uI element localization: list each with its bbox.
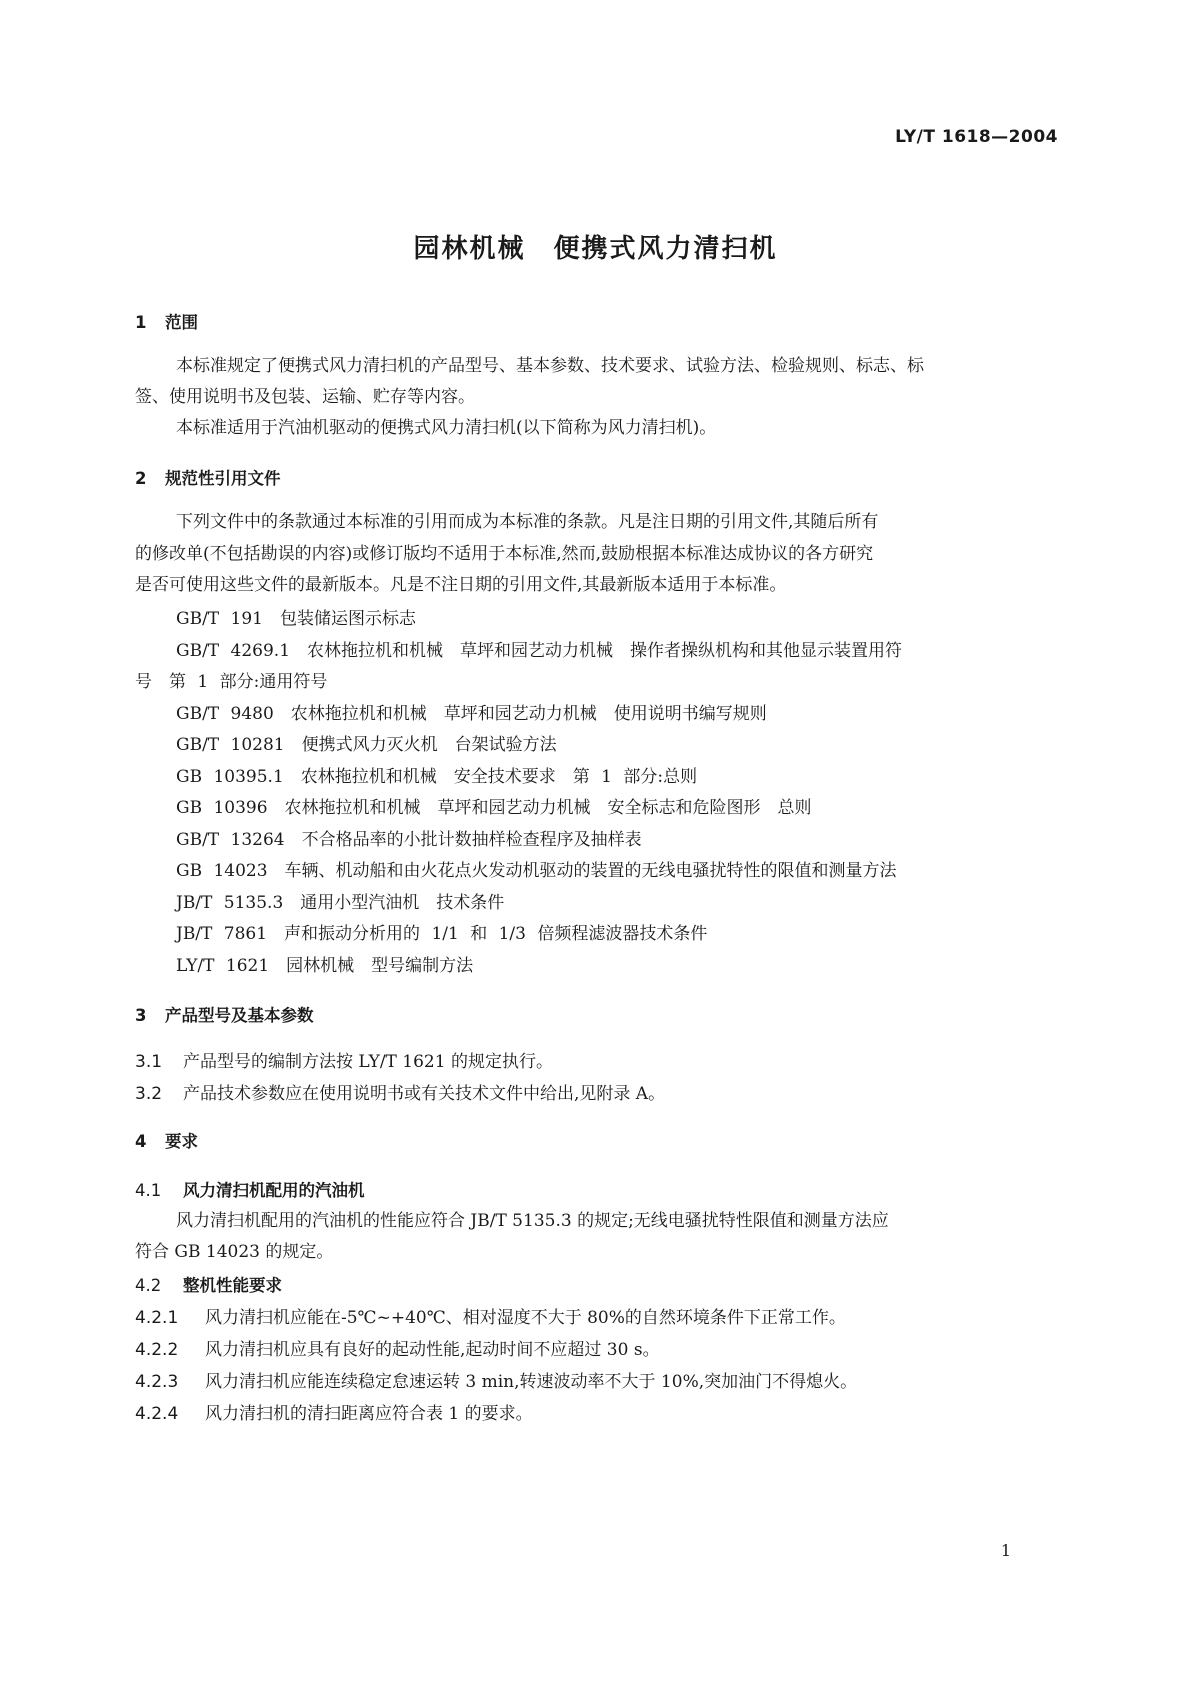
reference-item: JB/T 5135.3 通用小型汽油机 技术条件: [176, 893, 505, 913]
section-title: 产品型号及基本参数: [165, 1006, 314, 1025]
clause-number: 4.2.1: [135, 1308, 179, 1328]
clause-4-2-1: [135, 1303, 846, 1328]
subsection-number: 4.2: [135, 1276, 162, 1295]
section-3-heading: [135, 1002, 314, 1026]
paragraph-line: 的修改单(不包括勘误的内容)或修订版均不适用于本标准,然而,鼓励根据本标准达成协议的各方研究: [135, 544, 874, 564]
section-number: 3: [135, 1006, 147, 1025]
reference-item: GB 10395.1 农林拖拉机和机械 安全技术要求 第 1 部分:总则: [176, 767, 698, 787]
section-2-heading: [135, 465, 281, 489]
clause-4-2-4: [135, 1399, 533, 1424]
clause-4-2-2: [135, 1335, 660, 1360]
reference-item-continuation: 号 第 1 部分:通用符号: [135, 672, 328, 692]
clause-text: 风力清扫机应能在-5℃~+40℃、相对湿度不大于 80%的自然环境条件下正常工作。: [205, 1308, 846, 1328]
section-title: 规范性引用文件: [165, 469, 281, 488]
document-title: 园林机械 便携式风力清扫机: [413, 234, 778, 264]
section-4-heading: [135, 1128, 198, 1152]
reference-item: GB/T 9480 农林拖拉机和机械 草坪和园艺动力机械 使用说明书编写规则: [176, 704, 767, 724]
paragraph-line: 本标准规定了便携式风力清扫机的产品型号、基本参数、技术要求、试验方法、检验规则、标志、标: [176, 356, 924, 376]
clause-text: 产品技术参数应在使用说明书或有关技术文件中给出,见附录 A。: [183, 1084, 666, 1104]
reference-item: GB/T 191 包装储运图示标志: [176, 609, 416, 629]
reference-item: GB/T 13264 不合格品率的小批计数抽样检查程序及抽样表: [176, 830, 642, 850]
subsection-title: 风力清扫机配用的汽油机: [183, 1181, 365, 1200]
subsection-4-2-heading: [135, 1272, 282, 1296]
page-number: 1: [1000, 1541, 1011, 1560]
section-number: 1: [135, 313, 147, 332]
clause-text: 风力清扫机应能连续稳定怠速运转 3 min,转速波动率不大于 10%,突加油门不得熄火。: [205, 1372, 858, 1392]
clause-4-2-3: [135, 1367, 857, 1392]
reference-item: GB 10396 农林拖拉机和机械 草坪和园艺动力机械 安全标志和危险图形 总则: [176, 798, 812, 818]
section-title: 范围: [165, 313, 198, 332]
standard-code: LY/T 1618—2004: [895, 127, 1058, 147]
reference-item: GB 14023 车辆、机动船和由火花点火发动机驱动的装置的无线电骚扰特性的限值和测量方法: [176, 861, 897, 881]
reference-item: JB/T 7861 声和振动分析用的 1/1 和 1/3 倍频程滤波器技术条件: [176, 924, 708, 944]
section-number: 2: [135, 469, 147, 488]
clause-number: 4.2.3: [135, 1372, 179, 1392]
reference-item: LY/T 1621 园林机械 型号编制方法: [176, 956, 474, 976]
section-title: 要求: [165, 1132, 198, 1151]
clause-number: 3.2: [135, 1084, 163, 1104]
subsection-4-1-heading: [135, 1177, 365, 1201]
paragraph-line: 是否可使用这些文件的最新版本。凡是不注日期的引用文件,其最新版本适用于本标准。: [135, 575, 787, 595]
paragraph-line: 符合 GB 14023 的规定。: [135, 1242, 334, 1262]
section-number: 4: [135, 1132, 147, 1151]
paragraph-line: 本标准适用于汽油机驱动的便携式风力清扫机(以下简称为风力清扫机)。: [176, 418, 717, 438]
clause-number: 4.2.2: [135, 1340, 179, 1360]
clause-3-1: [135, 1047, 553, 1072]
clause-text: 风力清扫机的清扫距离应符合表 1 的要求。: [205, 1404, 533, 1424]
paragraph-line: 签、使用说明书及包装、运输、贮存等内容。: [135, 387, 475, 407]
subsection-number: 4.1: [135, 1181, 162, 1200]
clause-number: 3.1: [135, 1052, 163, 1072]
clause-text: 产品型号的编制方法按 LY/T 1621 的规定执行。: [183, 1052, 553, 1072]
subsection-title: 整机性能要求: [183, 1276, 282, 1295]
reference-item: GB/T 4269.1 农林拖拉机和机械 草坪和园艺动力机械 操作者操纵机构和其他显示装置用符: [176, 641, 903, 661]
paragraph-line: 风力清扫机配用的汽油机的性能应符合 JB/T 5135.3 的规定;无线电骚扰特性限值和测量方法应: [176, 1211, 889, 1231]
clause-number: 4.2.4: [135, 1404, 179, 1424]
paragraph-line: 下列文件中的条款通过本标准的引用而成为本标准的条款。凡是注日期的引用文件,其随后所有: [176, 512, 879, 532]
section-1-heading: [135, 309, 198, 333]
clause-3-2: [135, 1079, 665, 1104]
clause-text: 风力清扫机应具有良好的起动性能,起动时间不应超过 30 s。: [205, 1340, 660, 1360]
reference-item: GB/T 10281 便携式风力灭火机 台架试验方法: [176, 735, 557, 755]
